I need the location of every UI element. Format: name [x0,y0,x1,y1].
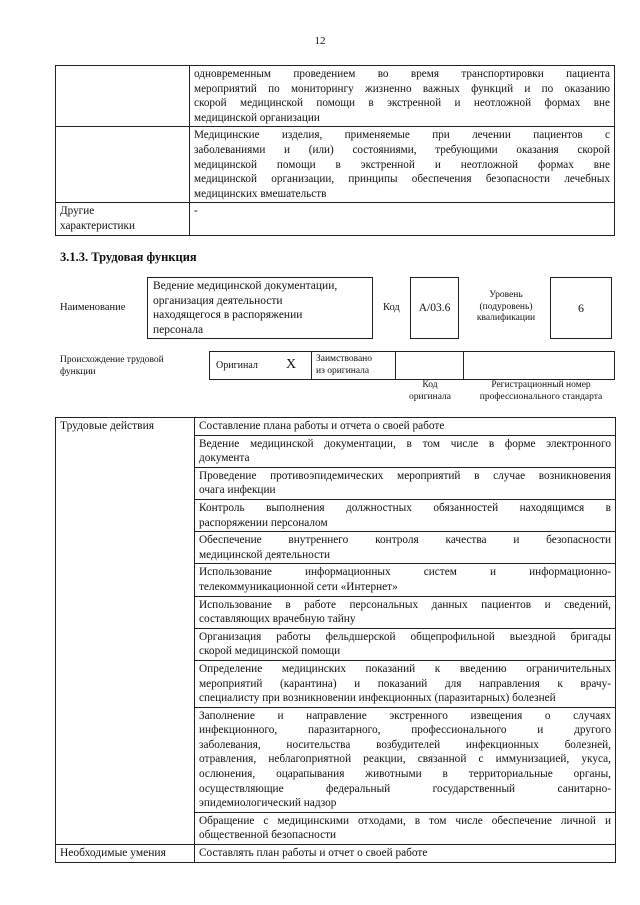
row-content [190,203,615,235]
function-name-box [147,277,373,339]
original-mark: X [286,357,297,372]
text-line: распоряжении персоналом [199,516,328,529]
text-line: эпидемиологический надзор [199,797,337,810]
code-original-caption [396,379,464,403]
table-row [56,845,616,863]
text-line: заболеваниями и (или) состояниями, требующими оказания скорой [194,143,610,156]
text-line: скорой медицинской помощи в экстренной и неотложной формах вне [194,97,610,110]
caption-line: профессионального стандарта [479,392,603,402]
reg-number-caption [466,379,616,403]
code-value-box [410,277,459,339]
text-line: медицинской организации [194,111,320,124]
other-characteristics-label: характеристики [60,219,135,232]
text-line: одновременным проведением во время транспортировки пациента [194,68,610,80]
action-cell [195,499,616,531]
level-label-line: квалификации [476,313,536,323]
action-cell [195,707,616,812]
text-line: медицинской организации, принципы обеспечения безопасности лечебных [194,173,610,186]
text-line: инфекционного, паразитарного, профессионального и другого [199,724,611,737]
action-cell [195,532,616,564]
original-box [209,351,311,380]
skill-cell [195,845,616,863]
text-line: Проведение противоэпидемических мероприятий в случае возникновения [199,469,611,482]
origin-label-line: Происхождение трудовой [60,355,164,365]
table-row [56,418,616,436]
function-name-line: организация деятельности [153,294,283,307]
original-label: Оригинал [216,360,258,371]
text-line: Ведение медицинской документации, в том числе в форме электронного [199,437,611,450]
row-content [190,66,615,127]
code-value: А/03.6 [418,302,451,314]
section-heading: 3.1.3. Трудовая функция [60,250,197,264]
action-cell [195,418,616,436]
text-line: очага инфекции [199,484,276,497]
qualification-level-box [550,277,612,339]
text-line: ослюнения, оцарапывания животными в территориальные органы, [199,768,611,781]
caption-line: Код [422,380,438,390]
text-line: осуществляющие федеральный государственный санитарно- [199,782,611,795]
action-cell [195,628,616,660]
skills-label: Необходимые умения [56,845,195,863]
labor-actions-label: Трудовые действия [56,418,195,845]
qualification-level-value: 6 [578,300,584,315]
caption-line: оригинала [409,392,451,402]
function-name-line: персонала [153,323,204,336]
text-line: Обеспечение внутреннего контроля качества и безопасности [199,534,611,547]
text-line: скорой медицинской помощи [199,645,341,658]
page-number: 12 [314,35,326,47]
text-line: отравления, неблагоприятной реакции, связанной с иммунизацией, укуса, [199,753,611,766]
text-line: Обращение с медицинскими отходами, в том числе обеспечение личной и [199,814,611,827]
text-line: Организация работы фельдшерской общепрофильной выездной бригады [199,630,611,643]
action-cell [195,812,616,844]
level-label-line: (подуровень) [479,301,533,312]
code-original-box [396,351,464,380]
row-label [56,66,190,127]
row-content [190,127,615,203]
text-line: Составление плана работы и отчета о своей работе [199,420,445,432]
text-line: медицинских вмешательств [194,187,327,200]
row-label [56,203,190,235]
text-line: - [194,205,198,218]
function-name-line: Ведение медицинской документации, [153,280,338,292]
borrowed-label-line: Заимствовано [316,354,373,364]
borrowed-label-line: из оригинала [316,366,370,376]
text-line: составляющих врачебную тайну [199,613,356,626]
text-line: специалисту при возникновении инфекционных (паразитарных) болезней [199,692,556,705]
text-line: телекоммуникационной сети «Интернет» [199,580,398,593]
text-line: Использование в работе персональных данных пациентов и сведений, [199,598,611,611]
table-row [56,127,615,203]
text-line: документа [199,452,250,465]
function-name-line: находящегося в распоряжении [153,309,303,321]
action-cell [195,564,616,596]
table-row [56,203,615,235]
action-cell [195,660,616,707]
action-cell [195,596,616,628]
text-line: Определение медицинских показаний к введению ограничительных [199,662,611,675]
other-characteristics-label: Другие [60,205,95,218]
table-row [56,66,615,127]
name-label: Наименование [60,302,126,313]
action-cell [195,467,616,499]
text-line: Использование информационных систем и информационно- [199,566,611,579]
text-line: Медицинские изделия, применяемые при лечении пациентов с [194,129,610,142]
text-line: заболевания, носительства возбудителей инфекционных болезней, [199,738,611,751]
level-label-line: Уровень [489,290,523,300]
reg-number-box [463,351,615,380]
labor-actions-table [55,417,616,863]
continuation-table [55,65,615,236]
text-line: медицинской деятельности [199,548,331,561]
text-line: мероприятий по мониторингу жизненно важных функций и по оказанию [194,82,610,95]
action-cell [195,435,616,467]
borrowed-box [311,351,396,380]
origin-label-line: функции [60,367,96,377]
row-label [56,127,190,203]
caption-line: Регистрационный номер [491,380,591,390]
text-line: медицинской помощи в экстренной и неотложной формах вне [194,158,610,171]
origin-label [60,354,164,378]
text-line: общественной безопасности [199,829,337,842]
qualification-level-label [466,290,546,325]
text-line: Контроль выполнения должностных обязанностей находящимся в [199,501,611,514]
text-line: Составлять план работы и отчет о своей работе [199,847,428,860]
text-line: мероприятий (карантина) и показаний для направления к врачу- [199,677,611,690]
text-line: Заполнение и направление экстренного извещения о случаях [199,709,611,722]
code-label: Код [383,302,400,313]
